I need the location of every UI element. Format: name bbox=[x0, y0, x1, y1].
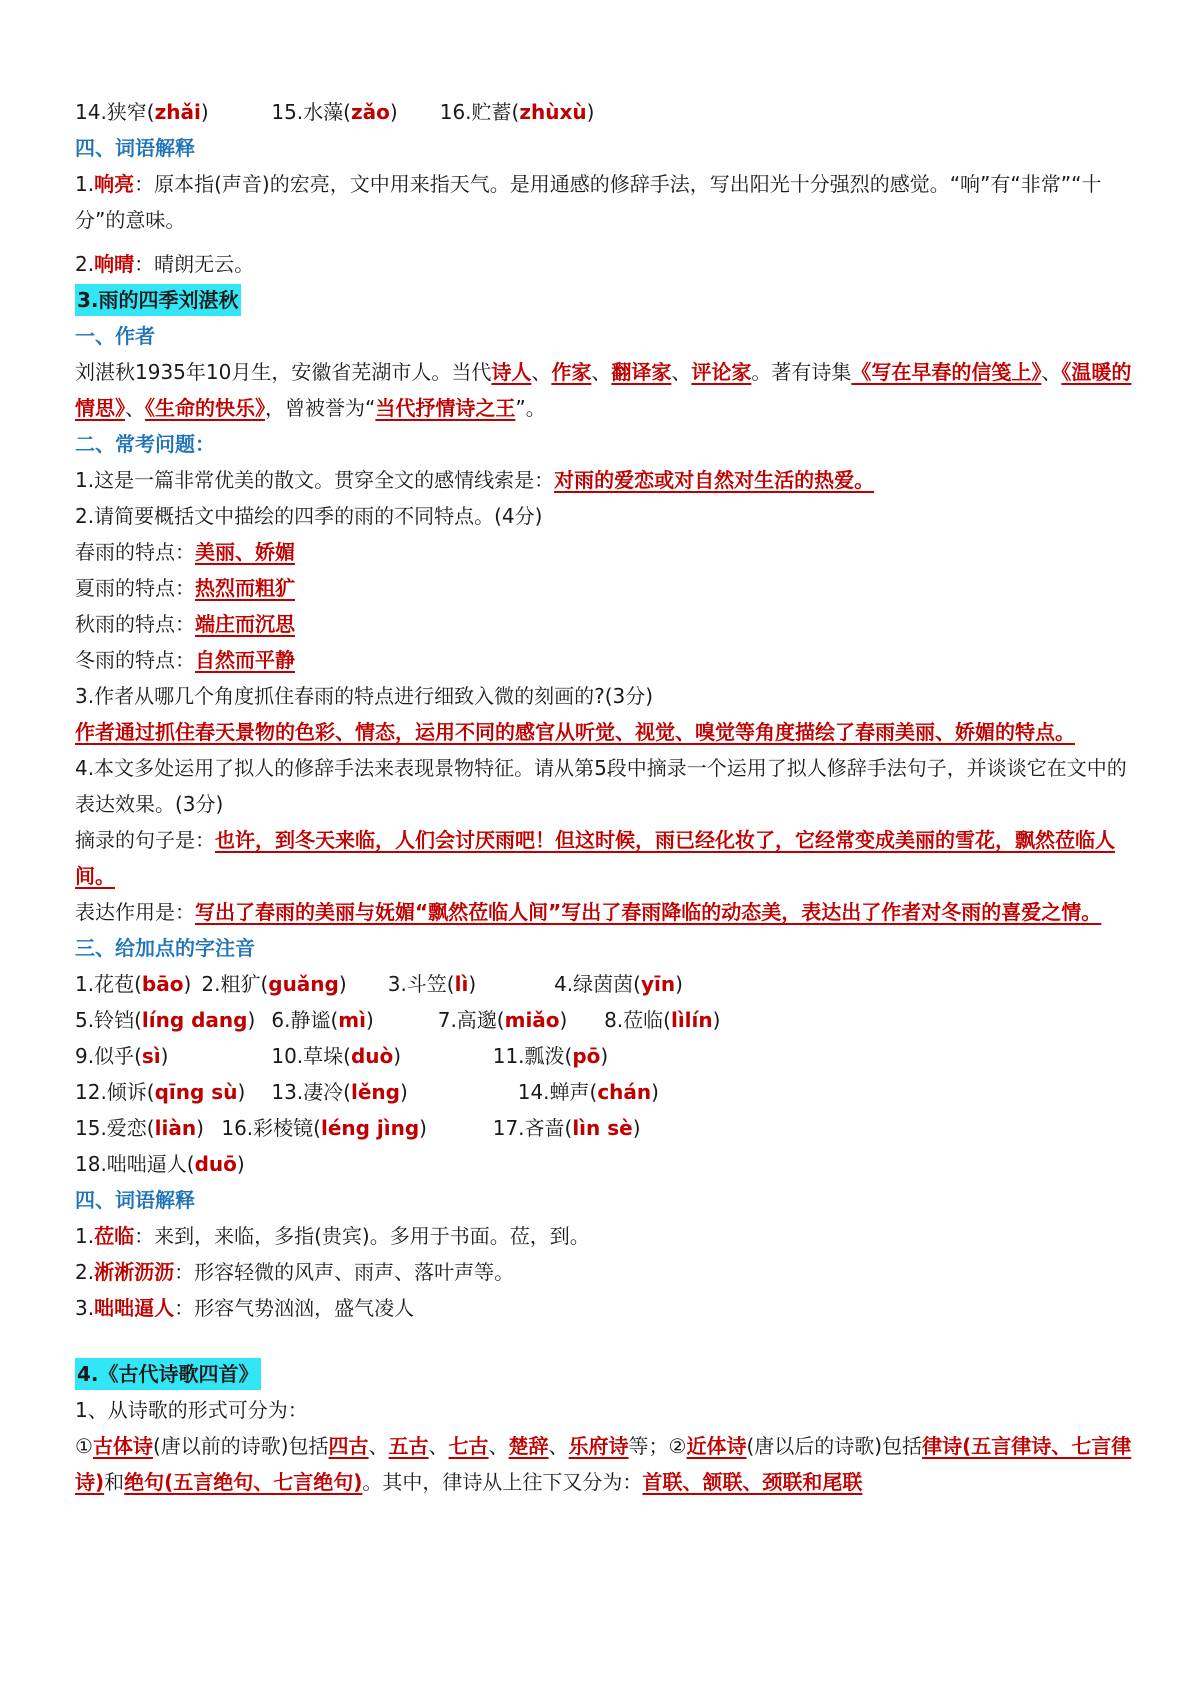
pinyin-row-continued bbox=[75, 94, 1140, 130]
pinyin-item: 14.狭窄(zhǎi) bbox=[75, 100, 209, 124]
pinyin-item: 16.贮蓄(zhùxù) bbox=[439, 100, 595, 124]
section-heading: 一、作者 bbox=[75, 324, 155, 348]
section-heading: 四、词语解释 bbox=[75, 136, 195, 160]
question-4-effect: 表达作用是：写出了春雨的美丽与妩媚“飘然莅临人间”写出了春雨降临的动态美，表达出了作者对冬雨的喜爱之情。 bbox=[75, 900, 1102, 924]
definition-item: 2.响晴：晴朗无云。 bbox=[75, 252, 255, 276]
author-paragraph: 刘湛秋1935年10月生，安徽省芜湖市人。当代诗人、作家、翻译家、评论家。著有诗集《写在早春的信笺上》、《温暖的情思》、《生命的快乐》，曾被誉为“当代抒情诗之王”。 bbox=[75, 360, 1132, 420]
definition-item: 3.咄咄逼人：形容气势汹汹，盛气凌人 bbox=[75, 1296, 415, 1320]
poetry-intro: 1、从诗歌的形式可分为： bbox=[75, 1398, 308, 1422]
season-answer: 秋雨的特点：端庄而沉思 bbox=[75, 612, 295, 636]
pinyin-row: 1.花苞(bāo) 2.粗犷(guǎng) 3.斗笠(lì) 4.绿茵茵(yīn) bbox=[75, 972, 683, 996]
question-3-answer: 作者通过抓住春天景物的色彩、情态，运用不同的感官从听觉、视觉、嗅觉等角度描绘了春雨美丽、娇媚的特点。 bbox=[75, 720, 1075, 744]
pinyin-row: 9.似乎(sì) 10.草垛(duò) 11.瓢泼(pō) bbox=[75, 1044, 609, 1068]
pinyin-row: 15.爱恋(liàn) 16.彩棱镜(léng jìng) 17.吝啬(lìn sè) bbox=[75, 1116, 641, 1140]
definition-item: 2.淅淅沥沥：形容轻微的风声、雨声、落叶声等。 bbox=[75, 1260, 515, 1284]
season-answer: 春雨的特点：美丽、娇媚 bbox=[75, 540, 295, 564]
pinyin-item: 15.水藻(zǎo) bbox=[271, 100, 398, 124]
lesson-title: 4.《古代诗歌四首》 bbox=[75, 1358, 261, 1390]
lesson-title: 3.雨的四季刘湛秋 bbox=[75, 284, 241, 316]
section-heading: 四、词语解释 bbox=[75, 1188, 195, 1212]
definition-item: 1.莅临：来到，来临，多指(贵宾)。多用于书面。莅，到。 bbox=[75, 1224, 590, 1248]
section-heading: 三、给加点的字注音 bbox=[75, 936, 255, 960]
question-2: 2.请简要概括文中描绘的四季的雨的不同特点。(4分) bbox=[75, 504, 543, 528]
question-4-quote: 摘录的句子是：也许，到冬天来临，人们会讨厌雨吧！但这时候，雨已经化妆了，它经常变成美丽的雪花，飘然莅临人间。 bbox=[75, 828, 1115, 888]
question-1: 1.这是一篇非常优美的散文。贯穿全文的感情线索是：对雨的爱恋或对自然对生活的热爱。 bbox=[75, 468, 875, 492]
question-4: 4.本文多处运用了拟人的修辞手法来表现景物特征。请从第5段中摘录一个运用了拟人修辞手法句子，并谈谈它在文中的表达效果。(3分) bbox=[75, 756, 1127, 816]
pinyin-row: 12.倾诉(qīng sù) 13.凄冷(lěng) 14.蝉声(chán) bbox=[75, 1080, 659, 1104]
season-answer: 冬雨的特点：自然而平静 bbox=[75, 648, 295, 672]
poetry-forms-paragraph: ①古体诗(唐以前的诗歌)包括四古、五古、七古、楚辞、乐府诗等；②近体诗(唐以后的诗歌)包括律诗(五言律诗、七言律诗)和绝句(五言绝句、七言绝句)。其中，律诗从上往下又分为：首联、颔联、颈联和尾联 bbox=[75, 1434, 1132, 1494]
pinyin-row: 5.铃铛(líng dang) 6.静谧(mì) 7.高邈(miǎo) 8.莅临(lìlín) bbox=[75, 1008, 721, 1032]
section-heading: 二、常考问题： bbox=[75, 432, 215, 456]
pinyin-row: 18.咄咄逼人(duō) bbox=[75, 1152, 245, 1176]
definition-item: 1.响亮：原本指(声音)的宏亮，文中用来指天气。是用通感的修辞手法，写出阳光十分强烈的感觉。“响”有“非常”“十分”的意味。 bbox=[75, 172, 1102, 232]
season-answer: 夏雨的特点：热烈而粗犷 bbox=[75, 576, 295, 600]
question-3: 3.作者从哪几个角度抓住春雨的特点进行细致入微的刻画的?(3分) bbox=[75, 684, 654, 708]
